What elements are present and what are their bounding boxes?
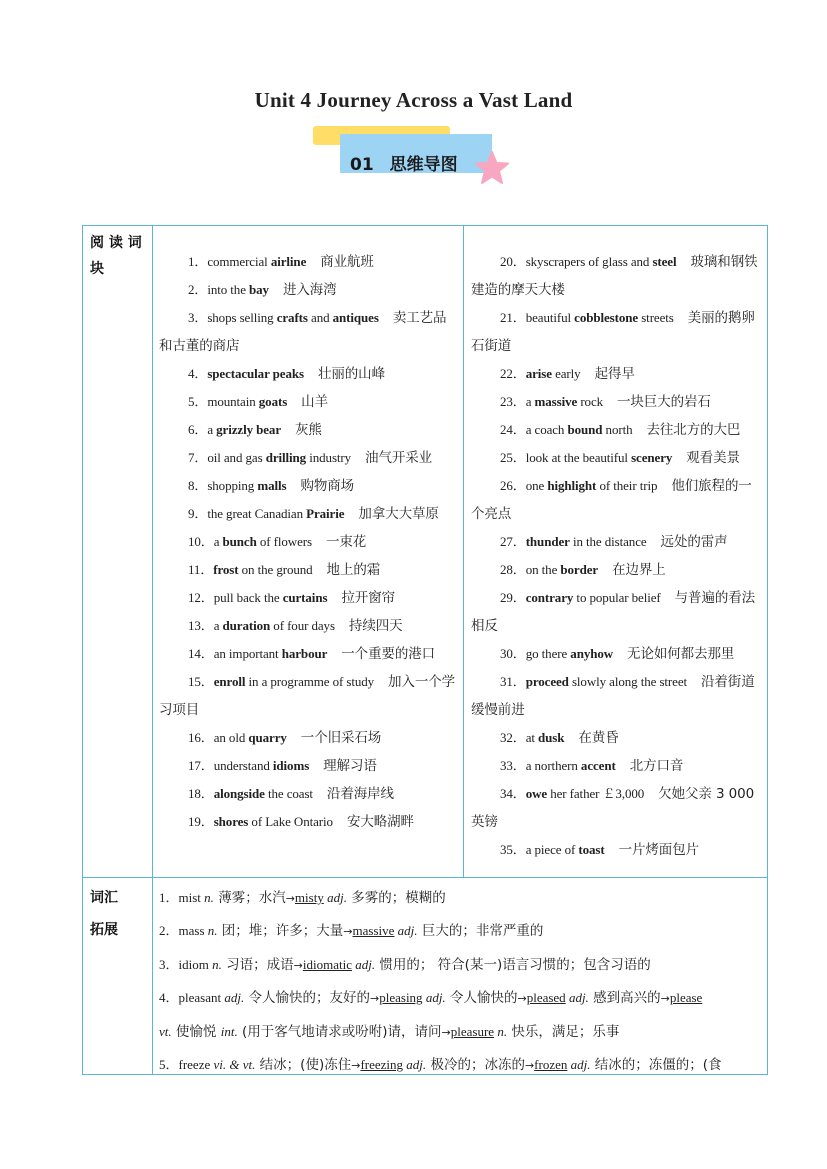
phrase-item: 24．a coach bound north 去往北方的大巴 — [500, 422, 741, 438]
phrase-item: 1．commercial airline 商业航班 — [188, 254, 374, 270]
phrase-item: 28．on the border 在边界上 — [500, 562, 666, 578]
phrase-item: 10．a bunch of flowers 一束花 — [188, 534, 367, 550]
page-title: Unit 4 Journey Across a Vast Land — [254, 88, 573, 112]
phrase-item: 25．look at the beautiful scenery 观看美景 — [500, 450, 740, 466]
phrase-item: 17．understand idioms 理解习语 — [188, 758, 377, 774]
arrow-icon: → — [285, 892, 295, 905]
vocab-row-1: 1．mist n. 薄雾；水汽→misty adj. 多雾的；模糊的 — [159, 890, 446, 906]
phrase-item: 2．into the bay 进入海湾 — [188, 282, 337, 298]
table-divider-row — [82, 877, 768, 878]
phrase-item: 18．alongside the coast 沿着海岸线 — [188, 786, 394, 802]
phrase-item: 3．shops selling crafts and antiques 卖工艺品和古董的商店 — [159, 310, 447, 354]
vocab-row-3: 3．idiom n. 习语；成语→idiomatic adj. 惯用的； 符合(某一)语言习惯的；包含习语的 — [159, 956, 651, 973]
arrow-icon: → — [293, 958, 303, 972]
banner-number: 01 — [350, 155, 374, 175]
section-label-vocab: 词汇 拓展 — [90, 890, 118, 938]
phrase-item: 21．beautiful cobblestone streets 美丽的鹅卵石街道 — [471, 310, 755, 354]
phrase-item: 12．pull back the curtains 拉开窗帘 — [188, 590, 396, 606]
arrow-icon: → — [660, 992, 670, 1006]
arrow-icon: → — [441, 1025, 451, 1039]
vocab-row-6: 5．freeze vi. & vt. 结冰；(使)冻住→freezing adj. 极冷的；冰冻的→frozen adj. 结冰的；冻僵的；(食 — [159, 1057, 722, 1074]
phrase-item: 5．mountain goats 山羊 — [188, 394, 328, 410]
arrow-icon: → — [351, 1059, 361, 1073]
phrase-item: 22．arise early 起得早 — [500, 366, 635, 382]
phrase-item: 27．thunder in the distance 远处的雷声 — [500, 534, 728, 550]
reading-column-left — [159, 248, 459, 836]
section-banner — [350, 150, 458, 175]
star-icon — [474, 150, 510, 186]
arrow-icon: → — [517, 992, 527, 1006]
vocab-row-5: vt. 使愉悦 int. (用于客气地请求或吩咐)请，请问→pleasure n. 快乐，满足；乐事 — [159, 1023, 620, 1040]
phrase-item: 8．shopping malls 购物商场 — [188, 478, 355, 494]
vocab-row-4: 4．pleasant adj. 令人愉快的；友好的→pleasing adj. 令人愉快的→pleased adj. 感到高兴的→please — [159, 990, 703, 1007]
phrase-item: 32．at dusk 在黄昏 — [500, 730, 619, 746]
phrase-item: 30．go there anyhow 无论如何都去那里 — [500, 646, 735, 662]
phrase-item: 16．an old quarry 一个旧采石场 — [188, 730, 382, 746]
vocab-row-2: 2．mass n. 团；堆；许多；大量→massive adj. 巨大的；非常严重的 — [159, 923, 544, 940]
phrase-item: 19．shores of Lake Ontario 安大略湖畔 — [188, 814, 414, 830]
phrase-item: 33．a northern accent 北方口音 — [500, 758, 684, 774]
arrow-icon: → — [370, 992, 380, 1006]
phrase-item: 29．contrary to popular belief 与普遍的看法相反 — [471, 590, 756, 634]
arrow-icon: → — [524, 1059, 535, 1073]
phrase-item: 31．proceed slowly along the street 沿着街道缓慢前进 — [471, 674, 755, 718]
phrase-item: 23．a massive rock 一块巨大的岩石 — [500, 394, 711, 410]
table-divider-columns — [463, 225, 464, 878]
arrow-icon: → — [343, 925, 353, 939]
section-label-reading: 阅 读 词 块 — [90, 235, 142, 277]
phrase-item: 7．oil and gas drilling industry 油气开采业 — [188, 450, 433, 466]
reading-column-right — [471, 248, 763, 864]
phrase-item: 9．the great Canadian Prairie 加拿大大草原 — [188, 506, 439, 522]
vocab-list — [159, 882, 765, 1082]
phrase-item: 15．enroll in a programme of study 加入一个学习项目 — [159, 674, 456, 718]
banner-label: 思维导图 — [389, 155, 458, 175]
phrase-item: 4．spectacular peaks 壮丽的山峰 — [188, 366, 385, 382]
phrase-item: 14．an important harbour 一个重要的港口 — [188, 646, 436, 662]
phrase-item: 6．a grizzly bear 灰熊 — [188, 422, 322, 438]
phrase-item: 35．a piece of toast 一片烤面包片 — [500, 842, 699, 858]
phrase-item: 13．a duration of four days 持续四天 — [188, 618, 403, 634]
phrase-item: 34．owe her father ￡3,000 欠她父亲 3 000英镑 — [471, 786, 755, 830]
phrase-item: 26．one highlight of their trip 他们旅程的一个亮点 — [471, 478, 752, 522]
phrase-item: 11．frost on the ground 地上的霜 — [188, 562, 381, 578]
table-divider-label — [152, 225, 153, 1075]
phrase-item: 20．skyscrapers of glass and steel 玻璃和钢铁建造的摩天大楼 — [471, 254, 758, 298]
